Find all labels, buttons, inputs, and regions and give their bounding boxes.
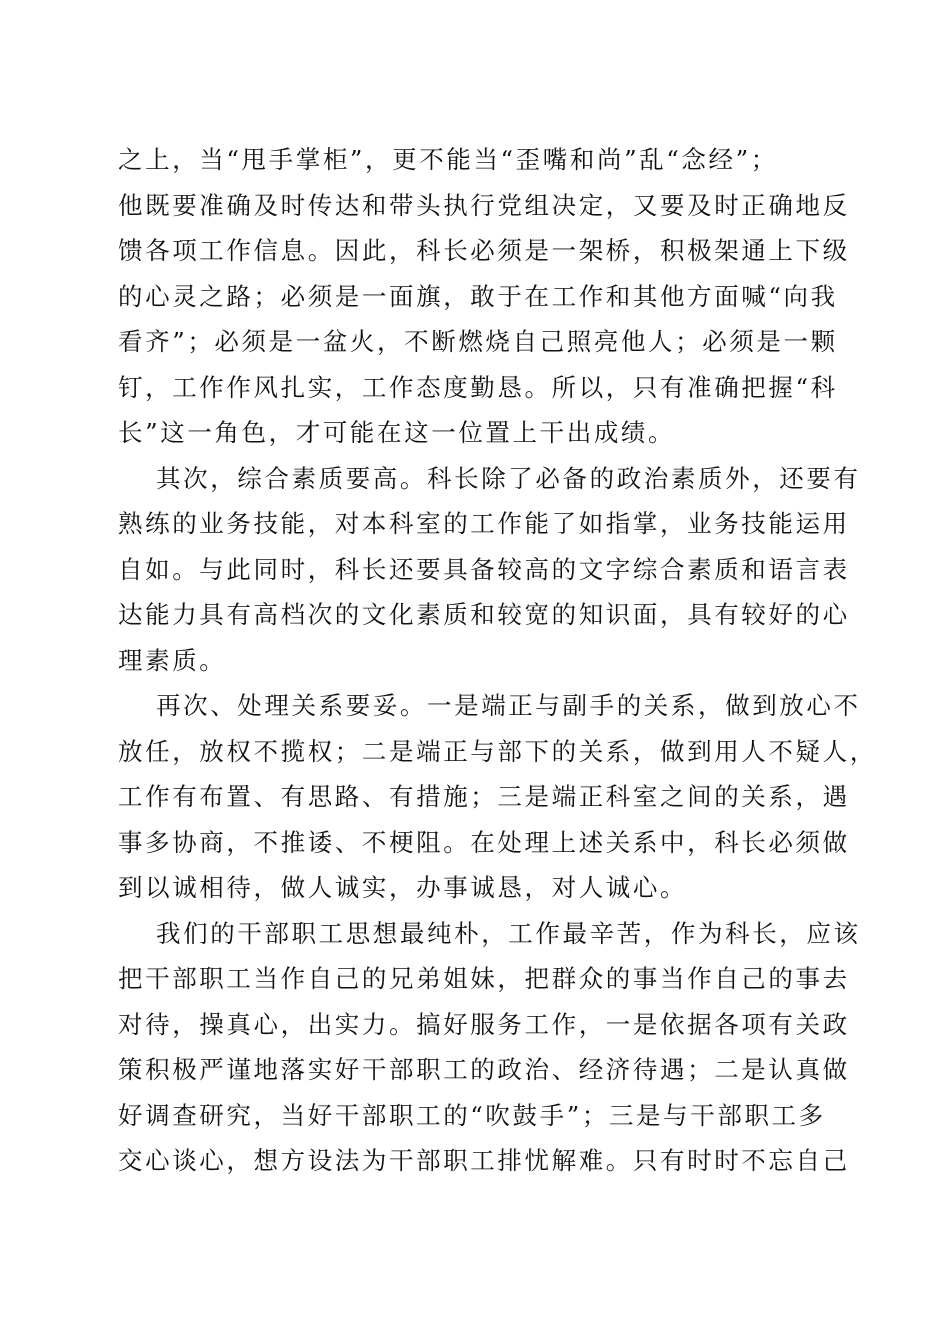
text-line: 自如。与此同时，科长还要具备较高的文字综合素质和语言表: [118, 554, 850, 584]
text-line: 熟练的业务技能，对本科室的工作能了如指掌，业务技能运用: [118, 509, 850, 538]
text-line: 放任，放权不揽权；二是端正与部下的关系，做到用人不疑人，: [118, 736, 877, 766]
text-line: 馈各项工作信息。因此，科长必须是一架桥，积极架通上下级: [118, 236, 850, 265]
text-line: 之上，当“甩手掌柜”，更不能当“歪嘴和尚”乱“念经”；: [118, 145, 778, 174]
text-line: 达能力具有高档次的文化素质和较宽的知识面，具有较好的心: [118, 600, 850, 629]
text-line: 理素质。: [118, 645, 227, 675]
text-line: 再次、处理关系要妥。一是端正与副手的关系，做到放心不: [156, 691, 861, 720]
text-line: 交心谈心，想方设法为干部职工排忧解难。只有时时不忘自己: [118, 1146, 850, 1175]
text-line: 到以诚相待，做人诚实，办事诚恳，对人诚心。: [118, 873, 688, 902]
text-line: 我们的干部职工思想最纯朴，工作最辛苦，作为科长，应该: [156, 918, 861, 948]
text-line: 工作有布置、有思路、有措施；三是端正科室之间的关系，遇: [118, 782, 850, 811]
text-line: 看齐”；必须是一盆火，不断燃烧自己照亮他人；必须是一颗: [118, 327, 838, 356]
text-line: 对待，操真心，出实力。搞好服务工作，一是依据各项有关政: [118, 1009, 850, 1039]
text-line: 策积极严谨地落实好干部职工的政治、经济待遇；二是认真做: [118, 1055, 850, 1084]
text-line: 事多协商，不推诿、不梗阻。在处理上述关系中，科长必须做: [118, 827, 850, 857]
text-line: 长”这一角色，才可能在这一位置上干出成绩。: [118, 418, 676, 447]
text-line: 好调查研究，当好干部职工的“吹鼓手”；三是与干部职工多: [118, 1100, 826, 1130]
text-line: 把干部职工当作自己的兄弟姐妹，把群众的事当作自己的事去: [118, 964, 850, 993]
text-line: 钉，工作作风扎实，工作态度勤恳。所以，只有准确把握“科: [118, 372, 838, 402]
body-text: [118, 137, 877, 1184]
text-line: 的心灵之路；必须是一面旗，敢于在工作和其他方面喊“向我: [118, 281, 838, 311]
text-line: 他既要准确及时传达和带头执行党组决定，又要及时正确地反: [118, 190, 850, 220]
text-line: 其次，综合素质要高。科长除了必备的政治素质外，还要有: [156, 463, 861, 493]
